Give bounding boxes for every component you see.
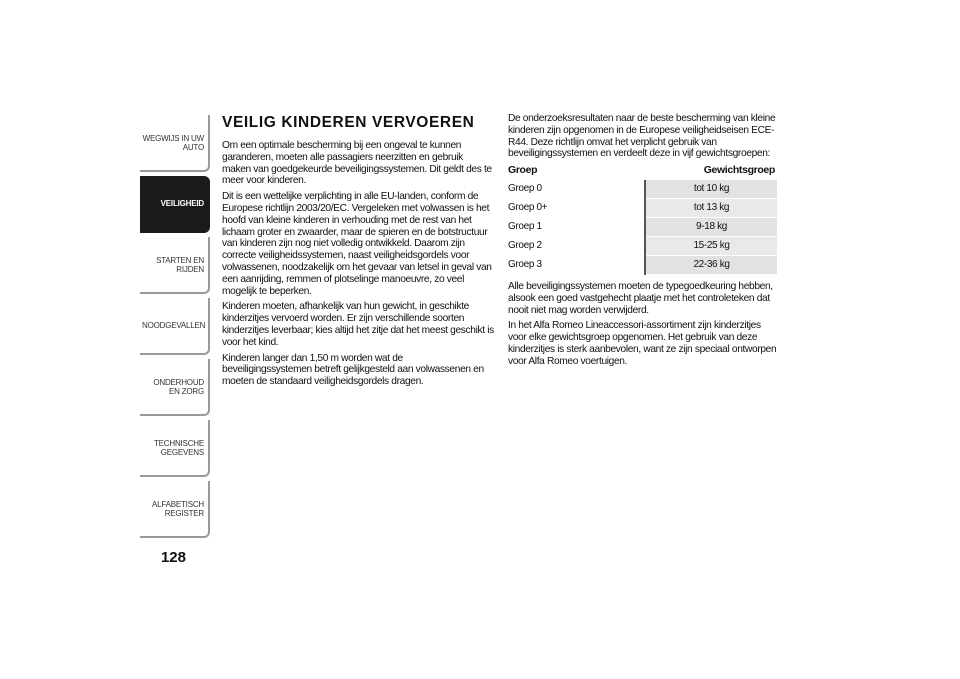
table-row <box>508 217 777 236</box>
paragraph: In het Alfa Romeo Lineaccessori-assortiment zijn kinderzitjes voor elke gewichtsgroep opgenomen. Het gebruik van deze kinderzitjes is sterk aanbevolen, want ze zijn speciaal ontworpen voor Alfa Romeo voertuigen. <box>508 320 777 367</box>
group-cell: Groep 2 <box>508 236 645 255</box>
table-row <box>508 180 777 199</box>
tab-label: NOODGEVALLEN <box>142 321 206 330</box>
chapter-sidebar <box>140 115 210 542</box>
weight-group-table <box>508 164 777 275</box>
paragraph: De onderzoeksresultaten naar de beste bescherming van kleine kinderen zijn opgenomen in de Europese veiligheidseisen ECE-R44. Deze richtlijn omvat het verplicht gebruik van beveiligingssystemen en verdeelt deze in vijf gewichtsgroepen: <box>508 113 776 160</box>
group-cell: Groep 1 <box>508 217 645 236</box>
tab-label: TECHNISCHE GEGEVENS <box>153 438 204 457</box>
tab-label: WEGWIJS IN UW AUTO <box>142 133 204 152</box>
group-cell: Groep 0 <box>508 180 645 199</box>
paragraph: Kinderen moeten, afhankelijk van hun gewicht, in geschikte kinderzitjes vervoerd worden. Er zijn verschillende soorten kinderzitjes leverbaar; kies altijd het zitje dat het meest geschikt is voor het kind. <box>222 301 494 348</box>
tab-veiligheid[interactable] <box>140 176 210 233</box>
tab-register[interactable] <box>140 481 210 538</box>
group-cell: Groep 0+ <box>508 198 645 217</box>
table-header-row <box>508 164 777 180</box>
tab-wegwijs[interactable] <box>140 115 210 172</box>
group-cell: Groep 3 <box>508 255 645 274</box>
paragraph: Kinderen langer dan 1,50 m worden wat de beveiligingssystemen betreft gelijkgesteld aan volwassenen en moeten de standaard veiligheidsgordels dragen. <box>222 352 484 388</box>
weight-cell: tot 10 kg <box>645 180 777 199</box>
header-weight: Gewichtsgroep <box>703 164 775 177</box>
tab-technische[interactable] <box>140 420 210 477</box>
table-row <box>508 236 777 255</box>
right-column <box>508 113 780 372</box>
table-row <box>508 255 777 274</box>
weight-cell: 22-36 kg <box>645 255 777 274</box>
weight-cell: 9-18 kg <box>645 217 777 236</box>
section-title: VEILIG KINDEREN VERVOEREN <box>222 114 475 131</box>
left-column <box>222 115 494 392</box>
weight-cell: 15-25 kg <box>645 236 777 255</box>
weight-cell: tot 13 kg <box>645 198 777 217</box>
tab-label: ALFABETISCH REGISTER <box>151 499 204 518</box>
header-group: Groep <box>508 164 538 177</box>
paragraph: Om een optimale bescherming bij een ongeval te kunnen garanderen, moeten alle passagiers neerzitten en gebruik maken van goedgekeurde beveiligingssystemen. Dit geldt des te meer voor kinderen. <box>222 140 492 187</box>
tab-label: STARTEN EN RIJDEN <box>156 255 204 274</box>
page-number: 128 <box>160 549 186 566</box>
tab-label: ONDERHOUD EN ZORG <box>153 377 204 396</box>
tab-starten[interactable] <box>140 237 210 294</box>
table-row <box>508 198 777 217</box>
tab-label: VEILIGHEID <box>160 199 204 208</box>
paragraph: Dit is een wettelijke verplichting in alle EU-landen, conform de Europese richtlijn 2003/20/EC. Vergeleken met volwassen is het hoofd van kleine kinderen in verhouding met de rest van het lichaam groter en zwaarder, maar de spieren en de botstructuur van kinderen zijn nog niet volledig ontwikkeld. Daarom zijn correcte veiligheidssystemen, naast veiligheidsgordels voor volwassenen, noodzakelijk om het gevaar van letsel in geval van een aanrijding, remmen of plotselinge manoeuvre, zo veel mogelijk te beperken. <box>222 191 492 297</box>
tab-onderhoud[interactable] <box>140 359 210 416</box>
tab-noodgevallen[interactable] <box>140 298 210 355</box>
paragraph: Alle beveiligingssystemen moeten de typegoedkeuring hebben, alsook een goed vastgehecht plaatje met het controleteken dat nooit niet mag worden verwijderd. <box>508 280 773 316</box>
